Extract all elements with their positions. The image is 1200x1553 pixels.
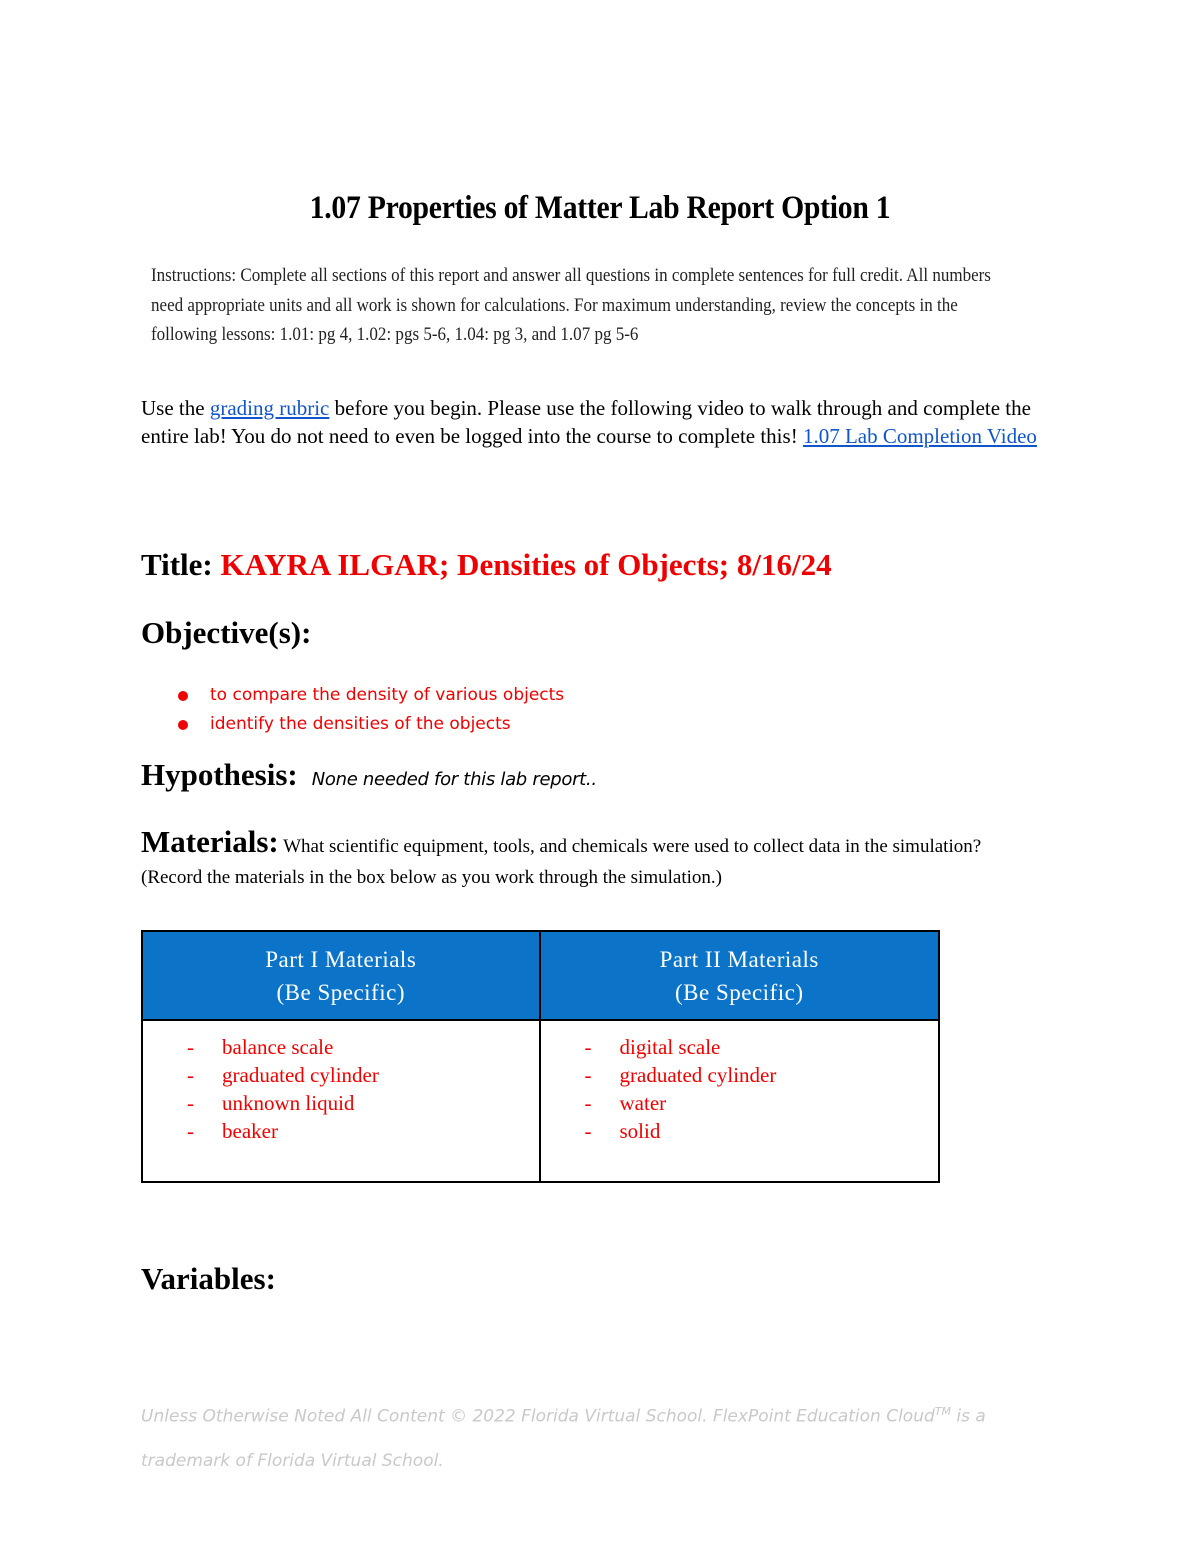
- objective-text: to compare the density of various objects: [210, 685, 565, 705]
- hypothesis-note: None needed for this lab report..: [311, 769, 597, 790]
- dash-icon: -: [187, 1091, 194, 1115]
- material-text: solid: [619, 1119, 661, 1143]
- list-item: [585, 1033, 939, 1061]
- dash-icon: -: [584, 1091, 592, 1115]
- part1-header: [143, 932, 541, 1021]
- material-text: beaker: [222, 1119, 278, 1143]
- dash-icon: -: [187, 1035, 194, 1059]
- materials-section: [141, 826, 1041, 893]
- part1-title: Part I Materials: [265, 946, 417, 972]
- list-item: [187, 1033, 539, 1061]
- hypothesis-heading: [141, 757, 597, 793]
- title-heading: [141, 547, 832, 583]
- materials-question: What scientific equipment, tools, and chemicals were used to collect data in the simulation? (Record the materials in the box below as you work through the simulation.): [141, 836, 982, 888]
- lab-video-link[interactable]: 1.07 Lab Completion Video: [802, 424, 1037, 448]
- dash-icon: -: [584, 1035, 592, 1059]
- dash-icon: -: [187, 1119, 194, 1143]
- dash-icon: -: [187, 1063, 194, 1087]
- list-item: [172, 681, 564, 710]
- instructions-text: Instructions: Complete all sections of this report and answer all questions in complete sentences for full credit. All numbers need appropriate units and all work is shown for calculations. For maximum understanding, review the concepts in the following lessons: 1.01: pg 4, 1.02: pgs 5-6, 1.04: pg 3, and 1.07 pg 5-6: [151, 266, 991, 345]
- part2-header: [541, 932, 939, 1021]
- material-text: unknown liquid: [222, 1091, 355, 1115]
- grading-rubric-link[interactable]: grading rubric: [209, 396, 330, 420]
- hypothesis-label: Hypothesis:: [141, 757, 298, 792]
- footer-line-1: [141, 1390, 1041, 1439]
- intro-text-middle: before you begin. Please use the following video to walk through and complete the entire lab! You do not need to even be logged into the course to complete this!: [141, 396, 1031, 448]
- dash-icon: -: [584, 1119, 592, 1143]
- footer-text-1: Unless Otherwise Noted All Content © 2022 Florida Virtual School. FlexPoint Education Cloud: [141, 1406, 935, 1427]
- page-title: 1.07 Properties of Matter Lab Report Option 1: [309, 190, 891, 226]
- material-text: graduated cylinder: [222, 1063, 379, 1087]
- list-item: [187, 1089, 539, 1117]
- copyright-footer: [141, 1390, 1041, 1483]
- bullet-icon: [178, 720, 188, 730]
- part1-cell[interactable]: [143, 1021, 541, 1181]
- material-text: balance scale: [222, 1035, 334, 1059]
- part2-subtitle: (Be Specific): [675, 979, 804, 1005]
- part2-cell[interactable]: [541, 1021, 939, 1181]
- intro-text-start: Use the: [141, 396, 210, 420]
- part2-title: Part II Materials: [659, 946, 819, 972]
- material-text: water: [619, 1091, 667, 1115]
- list-item: [187, 1117, 539, 1145]
- dash-icon: -: [584, 1063, 592, 1087]
- trademark-mark: TM: [934, 1405, 951, 1418]
- footer-text-1-end: is a: [951, 1406, 986, 1427]
- objective-text: identify the densities of the objects: [210, 714, 511, 734]
- title-label: Title:: [141, 547, 221, 582]
- list-item: [172, 710, 564, 739]
- part1-subtitle: (Be Specific): [276, 979, 405, 1005]
- part1-materials-list: [187, 1033, 539, 1145]
- materials-label: Materials:: [141, 824, 279, 859]
- list-item: [585, 1117, 939, 1145]
- material-text: digital scale: [619, 1035, 721, 1059]
- materials-table: [141, 930, 940, 1183]
- objectives-list: [172, 681, 564, 739]
- list-item: [585, 1089, 939, 1117]
- title-value: KAYRA ILGAR; Densities of Objects; 8/16/24: [220, 547, 832, 582]
- part2-materials-list: [585, 1033, 939, 1145]
- variables-heading: Variables:: [141, 1261, 276, 1296]
- material-text: graduated cylinder: [619, 1063, 777, 1087]
- footer-line-2: trademark of Florida Virtual School.: [141, 1450, 444, 1471]
- bullet-icon: [178, 691, 188, 701]
- intro-paragraph: [141, 394, 1076, 450]
- list-item: [585, 1061, 939, 1089]
- objective-heading: Objective(s):: [141, 615, 312, 650]
- list-item: [187, 1061, 539, 1089]
